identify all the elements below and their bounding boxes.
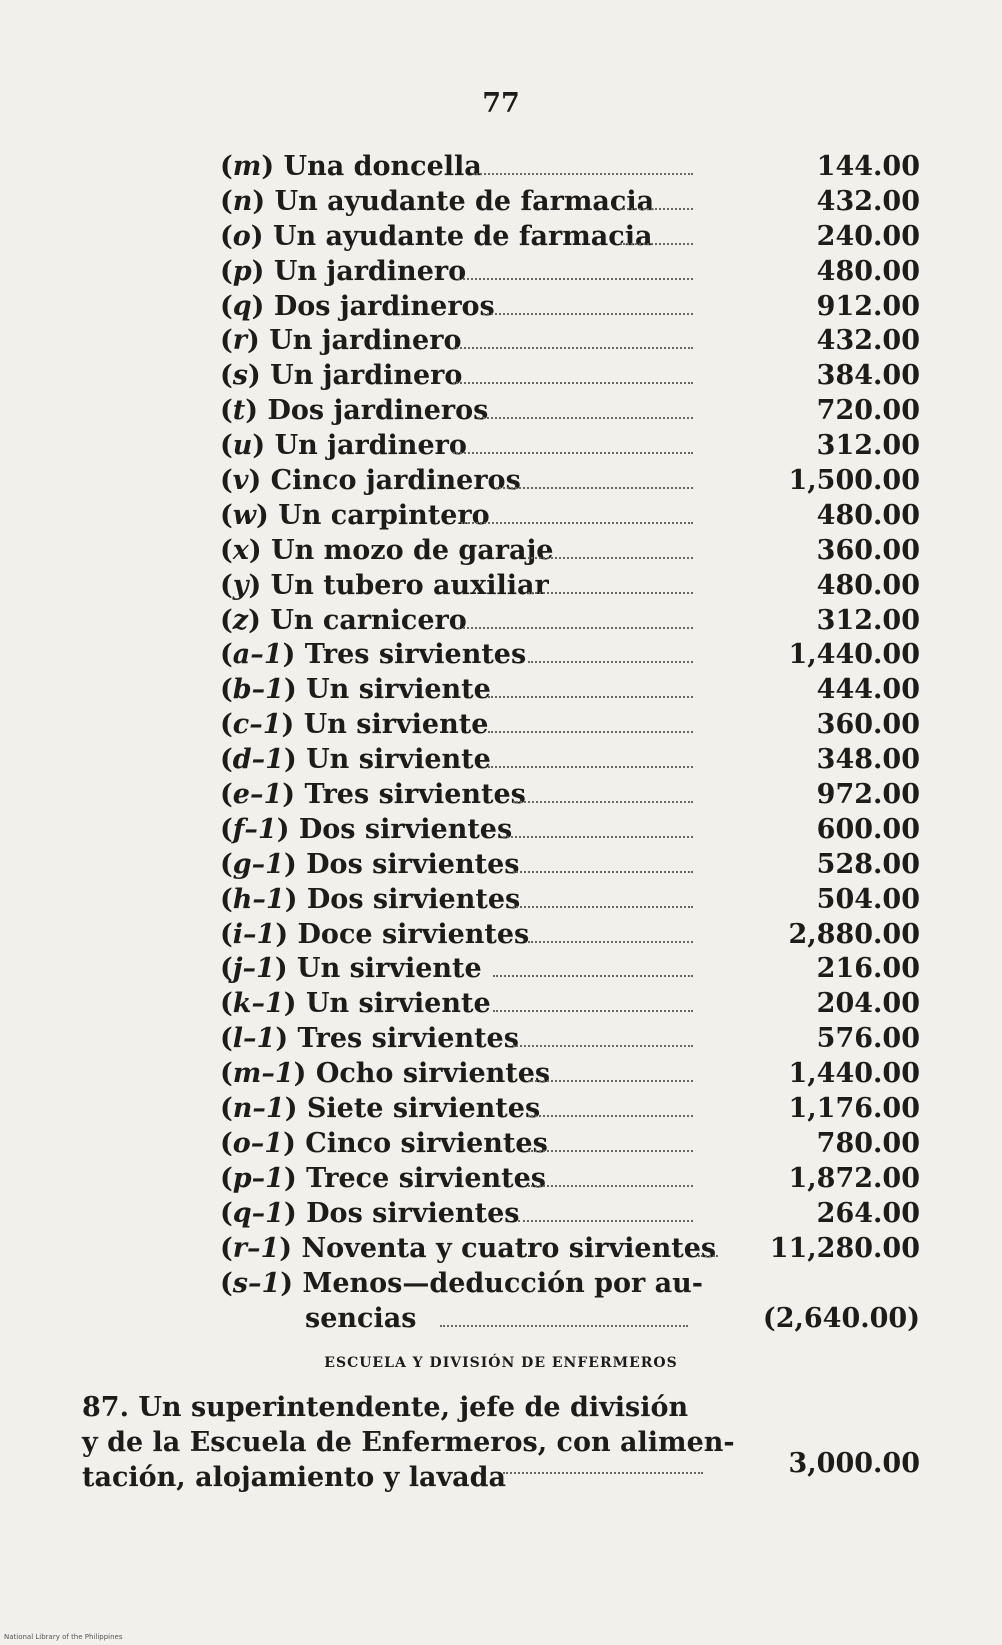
paragraph-line-2: y de la Escuela de Enfermeros, con alimen- [82, 1427, 735, 1458]
table-row [220, 255, 920, 290]
row-label: (u) Un jardinero [220, 430, 467, 462]
table-row [220, 359, 920, 394]
row-text: Dos sirvientes [306, 848, 520, 880]
table-row [220, 638, 920, 673]
row-amount: 2,880.00 [788, 918, 920, 950]
dot-leader [493, 975, 693, 977]
row-amount: 1,500.00 [788, 465, 920, 497]
row-label: (r–1) Noventa y cuatro sirvientes [220, 1232, 717, 1264]
row-letter: b–1 [232, 674, 284, 706]
row-label: (l–1) Tres sirvientes [220, 1023, 519, 1055]
row-text: Dos jardineros [273, 290, 495, 322]
row-amount: 216.00 [816, 953, 920, 985]
dot-leader [493, 1010, 693, 1012]
row-text: Dos sirvientes [306, 883, 521, 915]
paragraph-amount: 3,000.00 [788, 1448, 920, 1479]
row-label: (p–1) Trece sirvientes [220, 1162, 546, 1194]
row-letter: s–1 [232, 1267, 281, 1299]
row-amount: 1,176.00 [788, 1093, 920, 1125]
row-amount: 720.00 [816, 395, 920, 427]
dot-leader [488, 731, 693, 733]
row-text: Un carpintero [278, 499, 490, 531]
row-letter: v [232, 465, 249, 497]
row-amount: 360.00 [816, 709, 920, 741]
table-row [220, 324, 920, 359]
row-letter: u [232, 430, 253, 462]
row-text: Un mozo de garaje [271, 534, 554, 566]
dot-leader [483, 313, 693, 315]
row-amount: 432.00 [816, 185, 920, 217]
row-letter: j–1 [232, 953, 275, 985]
row-amount: 480.00 [816, 499, 920, 531]
row-text: Un jardinero [274, 430, 467, 462]
row-text: Dos jardineros [267, 395, 489, 427]
dot-leader [458, 627, 693, 629]
table-row [220, 290, 920, 325]
row-label: (d–1) Un sirviente [220, 744, 491, 776]
row-text: Ocho sirvientes [315, 1058, 551, 1090]
dot-leader [453, 347, 693, 349]
paragraph-line-1: 87. Un superintendente, jefe de división [82, 1392, 689, 1423]
row-text: Tres sirvientes [304, 639, 527, 671]
row-letter: k–1 [232, 988, 284, 1020]
row-text: Un ayudante de farmacia [272, 220, 653, 252]
row-text: Un jardinero [273, 255, 467, 287]
row-label: (f–1) Dos sirvientes [220, 813, 513, 845]
dot-leader [488, 696, 693, 698]
table-row [220, 952, 920, 987]
row-letter: p–1 [232, 1162, 284, 1194]
row-text-continued: sencias [305, 1302, 417, 1334]
dot-leader [528, 557, 693, 559]
row-label: (r) Un jardinero [220, 325, 462, 357]
table-row [220, 499, 920, 534]
row-amount: 11,280.00 [769, 1232, 920, 1264]
row-letter: h–1 [232, 883, 285, 915]
table-row [220, 1092, 920, 1127]
dot-leader [513, 871, 693, 873]
dot-leader [453, 452, 693, 454]
row-label: (z) Un carnicero [220, 604, 467, 636]
expense-list [220, 150, 920, 1337]
row-text: Dos sirvientes [298, 813, 513, 845]
row-text: Un carnicero [270, 604, 467, 636]
row-amount: 240.00 [816, 220, 920, 252]
row-amount: 912.00 [816, 290, 920, 322]
dot-leader [488, 766, 693, 768]
row-text: Menos—deducción por au- [302, 1267, 703, 1299]
dot-leader [528, 1115, 693, 1117]
row-letter: l–1 [232, 1023, 276, 1055]
row-text: Trece sirvientes [306, 1162, 546, 1194]
row-label: (m–1) Ocho sirvientes [220, 1058, 551, 1090]
row-letter: g–1 [232, 848, 284, 880]
row-label: (o) Un ayudante de farmacia [220, 220, 653, 252]
dot-leader [518, 1220, 693, 1222]
row-text: Un jardinero [269, 325, 462, 357]
row-label: (s–1) Menos—deducción por au- [220, 1267, 703, 1299]
row-amount: 384.00 [816, 360, 920, 392]
row-letter: r [232, 325, 248, 357]
table-row [220, 1232, 920, 1267]
row-text: Cinco sirvientes [305, 1127, 548, 1159]
dot-leader [496, 487, 693, 489]
dot-leader [513, 801, 693, 803]
row-amount: 576.00 [816, 1023, 920, 1055]
row-letter: o [232, 220, 251, 252]
row-text: Cinco jardineros [270, 465, 521, 497]
table-row [220, 1057, 920, 1092]
row-letter: m–1 [232, 1058, 294, 1090]
row-letter: m [232, 151, 262, 182]
row-letter: p [232, 255, 252, 287]
row-letter: i–1 [232, 918, 276, 950]
row-amount: 360.00 [816, 534, 920, 566]
row-letter: y [232, 569, 249, 601]
row-label: (n–1) Siete sirvientes [220, 1093, 541, 1125]
row-letter: n [232, 185, 253, 217]
row-label: (t) Dos jardineros [220, 395, 489, 427]
row-label: (n) Un ayudante de farmacia [220, 185, 655, 217]
dot-leader [620, 243, 693, 245]
row-label: (m) Una doncella [220, 151, 482, 182]
table-row [220, 848, 920, 883]
row-label: (e–1) Tres sirvientes [220, 779, 526, 811]
dot-leader [528, 661, 693, 663]
section-heading: ESCUELA Y DIVISIÓN DE ENFERMEROS [324, 1355, 678, 1371]
dot-leader [528, 1150, 693, 1152]
row-label: (b–1) Un sirviente [220, 674, 491, 706]
row-text: Noventa y cuatro sirvientes [301, 1232, 717, 1264]
row-amount: 144.00 [816, 151, 920, 182]
row-amount: 780.00 [816, 1127, 920, 1159]
row-letter: w [232, 499, 257, 531]
row-label: (g–1) Dos sirvientes [220, 848, 520, 880]
row-label: (q) Dos jardineros [220, 290, 495, 322]
row-amount: 348.00 [816, 744, 920, 776]
table-row [220, 604, 920, 639]
row-text: Un sirviente [306, 744, 491, 776]
row-letter: r–1 [232, 1232, 280, 1264]
row-letter: x [232, 534, 249, 566]
row-letter: a–1 [232, 639, 283, 671]
row-text: Un tubero auxiliar [270, 569, 549, 601]
dot-leader [698, 1255, 718, 1257]
row-amount: 1,872.00 [788, 1162, 920, 1194]
table-row [220, 394, 920, 429]
row-text: Un sirviente [303, 709, 489, 741]
row-text: Un sirviente [306, 674, 491, 706]
dot-leader [503, 836, 693, 838]
dot-leader [503, 1472, 703, 1474]
table-row [220, 150, 920, 185]
paragraph-87 [82, 1390, 735, 1495]
table-row [220, 569, 920, 604]
dot-leader [620, 208, 693, 210]
row-letter: z [232, 604, 249, 636]
row-letter: c–1 [232, 709, 282, 741]
row-label: (j–1) Un sirviente [220, 953, 482, 985]
row-letter: q [232, 290, 252, 322]
dot-leader [528, 941, 693, 943]
dot-leader [458, 278, 693, 280]
row-amount: 480.00 [816, 255, 920, 287]
paragraph-line-3: tación, alojamiento y lavada [82, 1462, 507, 1493]
table-row [220, 220, 920, 255]
row-label: (i–1) Doce sirvientes [220, 918, 530, 950]
row-letter: q–1 [232, 1197, 284, 1229]
dot-leader [528, 592, 693, 594]
table-row [220, 708, 920, 743]
row-letter: t [232, 395, 246, 427]
dot-leader [513, 906, 693, 908]
row-letter: e–1 [232, 779, 283, 811]
dot-leader [478, 417, 693, 419]
row-label: (k–1) Un sirviente [220, 988, 491, 1020]
row-text: Un jardinero [270, 360, 463, 392]
row-text: Siete sirvientes [306, 1093, 541, 1125]
table-row [220, 1197, 920, 1232]
row-amount: 1,440.00 [788, 639, 920, 671]
row-amount: 972.00 [816, 779, 920, 811]
table-row [220, 185, 920, 220]
row-amount: 204.00 [816, 988, 920, 1020]
dot-leader [528, 1080, 693, 1082]
dot-leader [453, 382, 693, 384]
table-row [220, 743, 920, 778]
row-amount: 1,440.00 [788, 1058, 920, 1090]
table-row [220, 429, 920, 464]
table-row [220, 1127, 920, 1162]
row-amount: (2,640.00) [762, 1302, 920, 1334]
row-label: (c–1) Un sirviente [220, 709, 489, 741]
row-text: Doce sirvientes [297, 918, 530, 950]
row-label: (a–1) Tres sirvientes [220, 639, 527, 671]
row-amount: 504.00 [816, 883, 920, 915]
row-label: (y) Un tubero auxiliar [220, 569, 549, 601]
row-letter: o–1 [232, 1127, 284, 1159]
table-row [220, 883, 920, 918]
row-text: Una doncella [283, 151, 482, 182]
row-letter: f–1 [232, 813, 277, 845]
table-row [220, 1267, 920, 1337]
row-text: Dos sirvientes [306, 1197, 520, 1229]
table-row [220, 918, 920, 953]
table-row [220, 673, 920, 708]
row-amount: 432.00 [816, 325, 920, 357]
row-letter: s [232, 360, 248, 392]
row-label: (s) Un jardinero [220, 360, 463, 392]
table-row [220, 1022, 920, 1057]
row-text: Un sirviente [297, 953, 482, 985]
row-letter: n–1 [232, 1093, 285, 1125]
row-label: (x) Un mozo de garaje [220, 534, 554, 566]
row-letter: d–1 [232, 744, 284, 776]
table-row [220, 778, 920, 813]
row-text: Un ayudante de farmacia [274, 185, 655, 217]
table-row [220, 534, 920, 569]
page-number: 77 [482, 88, 520, 119]
table-row [220, 1162, 920, 1197]
table-row [220, 464, 920, 499]
row-amount: 480.00 [816, 569, 920, 601]
row-amount: 264.00 [816, 1197, 920, 1229]
row-label: (w) Un carpintero [220, 499, 490, 531]
row-label: (o–1) Cinco sirvientes [220, 1127, 548, 1159]
row-amount: 528.00 [816, 848, 920, 880]
dot-leader [440, 1325, 688, 1327]
row-amount: 444.00 [816, 674, 920, 706]
table-row [220, 813, 920, 848]
dot-leader [461, 522, 693, 524]
dot-leader [473, 173, 693, 175]
row-amount: 312.00 [816, 604, 920, 636]
row-label: (q–1) Dos sirvientes [220, 1197, 520, 1229]
footer-credit: National Library of the Philippines [4, 1633, 123, 1641]
row-text: Un sirviente [305, 988, 491, 1020]
row-label: (p) Un jardinero [220, 255, 467, 287]
row-label: (v) Cinco jardineros [220, 465, 521, 497]
row-amount: 312.00 [816, 430, 920, 462]
dot-leader [513, 1045, 693, 1047]
table-row [220, 987, 920, 1022]
row-label: (h–1) Dos sirvientes [220, 883, 521, 915]
dot-leader [528, 1185, 693, 1187]
row-amount: 600.00 [816, 813, 920, 845]
row-text: Tres sirvientes [304, 779, 526, 811]
row-text: Tres sirvientes [297, 1023, 519, 1055]
